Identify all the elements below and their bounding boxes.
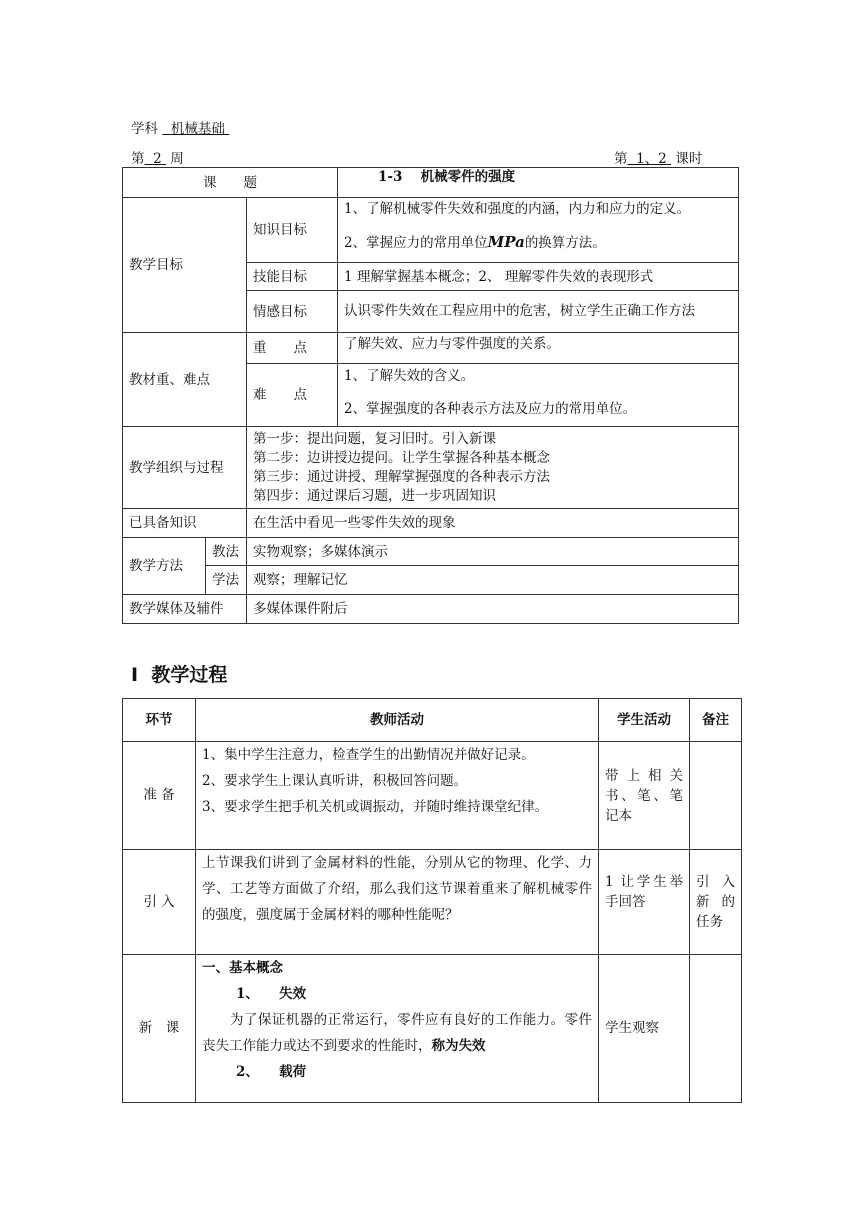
table-row xyxy=(123,850,742,955)
teach-method-label: 教法 xyxy=(206,538,247,566)
week-value: 2 xyxy=(153,151,162,167)
stage-cell: 新 课 xyxy=(123,955,196,1103)
lesson-info-table xyxy=(122,167,739,624)
knowledge-goals: 1、了解机械零件失效和强度的内涵，内力和应力的定义。 2、掌握应力的常用单位MPa的换算方法。 xyxy=(338,198,739,263)
subject-label: 学科 xyxy=(131,121,158,137)
subject-value: 机械基础 xyxy=(170,121,225,137)
teach-method-value: 实物观察；多媒体演示 xyxy=(247,538,739,566)
table-row xyxy=(123,955,742,1103)
teaching-process-table xyxy=(122,698,742,1103)
knowledge-label: 知识目标 xyxy=(247,198,338,263)
method-label: 教学方法 xyxy=(123,538,206,595)
key-difficult-label: 教材重、难点 xyxy=(123,333,247,427)
goals-label: 教学目标 xyxy=(123,198,247,333)
learn-method-value: 观察；理解记忆 xyxy=(247,566,739,595)
mpa-unit: MPa xyxy=(487,233,525,251)
difficult-label: 难 点 xyxy=(247,364,338,427)
process-steps xyxy=(247,427,739,509)
student-activity: 学生观察 xyxy=(599,955,690,1103)
student-activity: 1 让学生举手回答 xyxy=(599,850,690,955)
header-stage: 环节 xyxy=(123,699,196,742)
lesson-value: 1、2 xyxy=(636,151,667,167)
note-cell: 引入新的任务 xyxy=(690,850,742,955)
student-activity: 带上相关书、笔、笔记本 xyxy=(599,742,690,850)
note-cell xyxy=(690,955,742,1103)
lesson-line: 第 1、2 课时 xyxy=(614,151,703,167)
key-value: 了解失效、应力与零件强度的关系。 xyxy=(338,333,739,364)
skill-value: 1 理解掌握基本概念；2、 理解零件失效的表现形式 xyxy=(338,263,739,291)
teacher-activity: 上节课我们讲到了金属材料的性能，分别从它的物理、化学、力学、工艺等方面做了介绍，那么我们这节课着重来了解机械零件的强度，强度属于金属材料的哪种性能呢？ xyxy=(196,850,599,955)
section-number: Ⅰ xyxy=(131,664,139,686)
stage-cell: 引 入 xyxy=(123,850,196,955)
table-row xyxy=(123,742,742,850)
subject-line xyxy=(131,117,229,137)
section-heading xyxy=(131,660,227,687)
step-item: 第三步：通过讲授、理解掌握强度的各种表示方法 xyxy=(253,468,550,485)
learn-method-label: 学法 xyxy=(206,566,247,595)
topic-value: 1-3 机械零件的强度 xyxy=(338,168,739,198)
header-note: 备注 xyxy=(690,699,742,742)
step-item: 第四步：通过课后习题，进一步巩固知识 xyxy=(253,487,496,504)
media-label: 教学媒体及辅件 xyxy=(123,595,247,624)
header-student: 学生活动 xyxy=(599,699,690,742)
header-teacher: 教师活动 xyxy=(196,699,599,742)
emotion-value: 认识零件失效在工程应用中的危害，树立学生正确工作方法 xyxy=(338,291,739,333)
media-value: 多媒体课件附后 xyxy=(247,595,739,624)
key-label: 重 点 xyxy=(247,333,338,364)
stage-cell: 准 备 xyxy=(123,742,196,850)
note-cell xyxy=(690,742,742,850)
teacher-activity: 一、基本概念 1、 失效 为了保证机器的正常运行，零件应有良好的工作能力。零件丧失工作能力或达不到要求的性能时，称为失效 2、 载荷 xyxy=(196,955,599,1103)
table-header-row xyxy=(123,699,742,742)
prior-label: 已具备知识 xyxy=(123,509,247,538)
section-title: 教学过程 xyxy=(151,664,228,686)
difficult-value: 1、了解失效的含义。 2、掌握强度的各种表示方法及应力的常用单位。 xyxy=(338,364,739,427)
process-label: 教学组织与过程 xyxy=(123,427,247,509)
step-item: 第二步：边讲授边提问。让学生掌握各种基本概念 xyxy=(253,449,550,466)
step-item: 第一步：提出问题，复习旧时。引入新课 xyxy=(253,430,496,447)
skill-label: 技能目标 xyxy=(247,263,338,291)
prior-value: 在生活中看见一些零件失效的现象 xyxy=(247,509,739,538)
topic-label: 课 题 xyxy=(123,168,338,198)
emotion-label: 情感目标 xyxy=(247,291,338,333)
week-line: 第 2 周 xyxy=(131,151,184,167)
teacher-activity: 1、集中学生注意力，检查学生的出勤情况并做好记录。 2、要求学生上课认真听讲，积极回答问题。 3、要求学生把手机关机或调振动，并随时维持课堂纪律。 xyxy=(196,742,599,850)
